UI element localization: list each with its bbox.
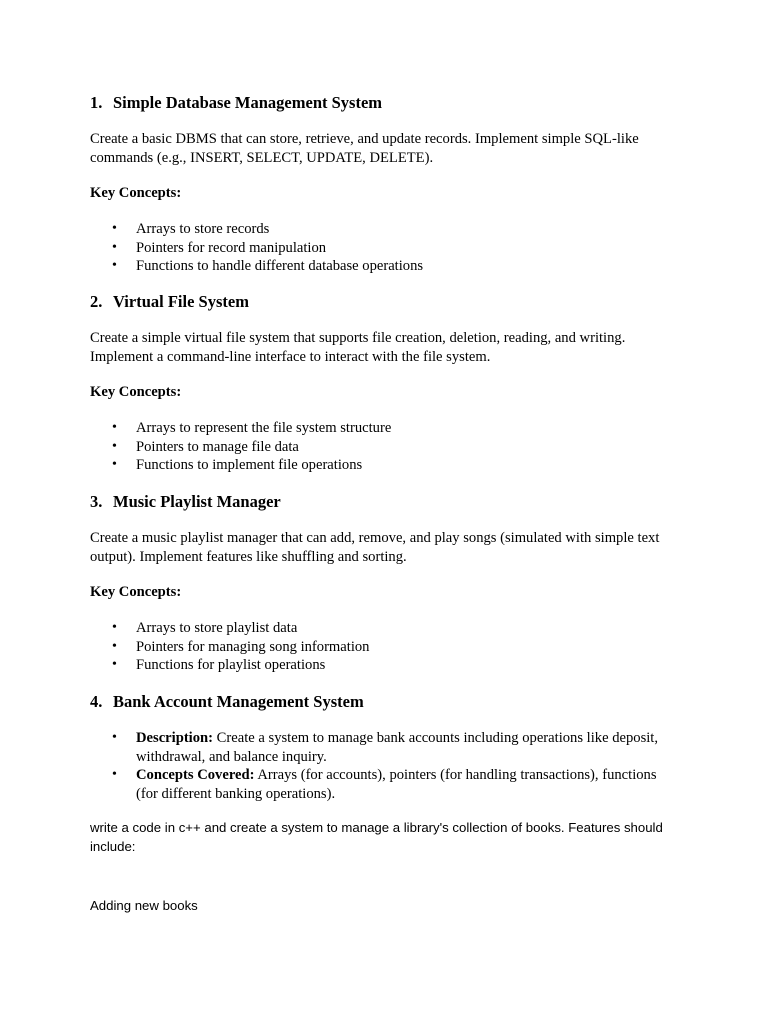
section-2-title: Virtual File System: [113, 292, 249, 311]
list-item: [90, 766, 680, 803]
list-item: [90, 729, 680, 766]
section-1-heading: [90, 93, 382, 113]
description-text: Create a system to manage bank accounts including operations like deposit, withdrawal, and balance inquiry.: [136, 730, 659, 765]
section-4-detail-list: [90, 729, 680, 803]
list-item: • Pointers for record manipulation: [112, 239, 327, 256]
section-4-title: Bank Account Management System: [113, 692, 364, 711]
bullet-icon: •: [112, 239, 117, 255]
bullet-icon: •: [112, 657, 117, 672]
description-label: Description:: [136, 730, 214, 746]
list-item: • Pointers to manage file data: [112, 438, 299, 455]
list-item: • Pointers for managing song information: [112, 638, 370, 655]
list-item: • Functions to implement file operations: [112, 457, 363, 473]
section-2-description: Create a simple virtual file system that supports file creation, deletion, reading, and writing. Implement a command-line interface to interact with the file system.: [90, 330, 626, 365]
section-3-description: Create a music playlist manager that can add, remove, and play songs (simulated with simple text output). Implement features like shuffling and sorting.: [90, 530, 660, 565]
section-3-bullet-list: [90, 619, 690, 675]
section-1-number: 1.: [90, 93, 103, 112]
bullet-icon: •: [112, 438, 117, 454]
section-3-key-concepts-label: Key Concepts:: [90, 584, 182, 600]
bullet-icon: •: [112, 420, 117, 435]
prompt-text: write a code in c++ and create a system to manage a library's collection of books. Features should include:: [90, 820, 663, 854]
bullet-icon: •: [112, 620, 117, 635]
bullet-icon: •: [112, 767, 117, 782]
concepts-covered-label: Concepts Covered:: [136, 767, 255, 783]
bullet-icon: •: [112, 258, 117, 273]
section-4-number: 4.: [90, 692, 103, 711]
section-1-title: Simple Database Management System: [113, 93, 383, 112]
section-1-description: Create a basic DBMS that can store, retrieve, and update records. Implement simple SQL-like commands (e.g., INSERT, SELECT, UPDATE, DELETE).: [90, 131, 639, 166]
section-1-key-concepts-label: Key Concepts:: [90, 185, 182, 201]
list-item: • Arrays to store playlist data: [112, 620, 298, 636]
section-3-title: Music Playlist Manager: [113, 492, 281, 511]
list-item: • Functions to handle different database operations: [112, 258, 424, 274]
section-2-number: 2.: [90, 292, 103, 311]
list-item: • Arrays to represent the file system structure: [112, 420, 392, 436]
bullet-icon: •: [112, 638, 117, 654]
section-4-heading: [90, 692, 364, 712]
bullet-icon: •: [112, 457, 117, 472]
concepts-covered-text: Arrays (for accounts), pointers (for handling transactions), functions (for different banking operations).: [136, 767, 657, 802]
feature-text: Adding new books: [90, 898, 198, 913]
list-item: • Arrays to store records: [112, 221, 270, 237]
bullet-icon: •: [112, 730, 117, 745]
section-3-number: 3.: [90, 492, 103, 511]
section-2-bullet-list: [90, 419, 690, 475]
section-3-heading: [90, 492, 281, 512]
bullet-icon: •: [112, 221, 117, 236]
section-2-heading: [90, 292, 249, 312]
section-1-bullet-list: [90, 220, 690, 276]
list-item: • Functions for playlist operations: [112, 657, 326, 673]
section-2-key-concepts-label: Key Concepts:: [90, 384, 182, 400]
